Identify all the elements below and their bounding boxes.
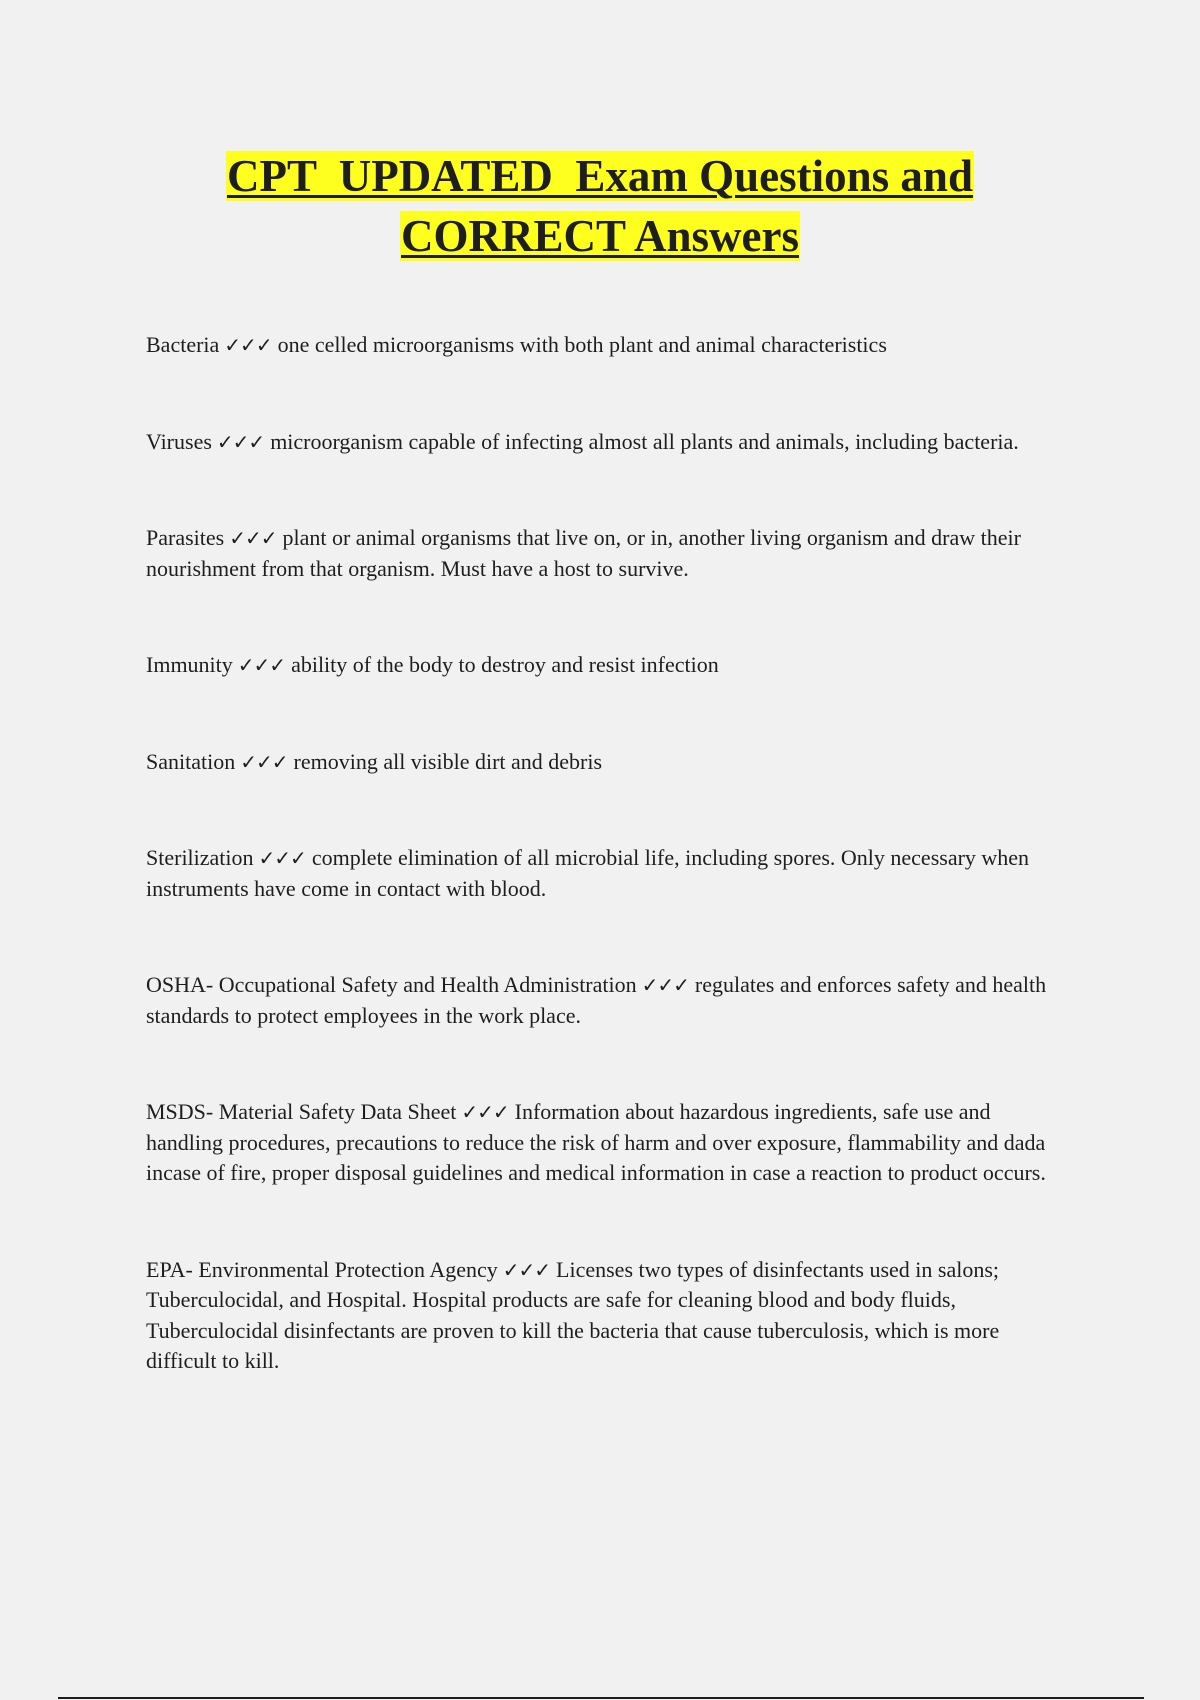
definition: ability of the body to destroy and resist infection	[291, 652, 719, 677]
page-bottom-divider	[58, 1697, 1144, 1699]
check-marks-icon: ✓✓✓	[461, 1100, 509, 1124]
qa-item-viruses	[146, 427, 1061, 458]
check-marks-icon: ✓✓✓	[502, 1257, 551, 1282]
definition: plant or animal organisms that live on, or in, another living organism and draw their nourishment from that organism. Must have a host to survive.	[146, 525, 1021, 581]
term: Viruses	[146, 428, 212, 454]
definition: removing all visible dirt and debris	[293, 748, 603, 774]
check-marks-icon: ✓✓✓	[240, 749, 288, 774]
definition: Information about hazardous ingredients, safe use and handling procedures, precautions to reduce the risk of harm and over exposure, flammability and dada incase of fire, proper disposal guidelines and medical information in case a reaction to product occurs.	[146, 1099, 1046, 1185]
qa-item-sanitation	[146, 747, 1061, 778]
check-marks-icon: ✓✓✓	[237, 653, 286, 677]
qa-item-msds	[146, 1097, 1061, 1189]
qa-item-immunity	[146, 650, 1061, 681]
term: Sterilization	[146, 845, 254, 870]
title-line-1: CPT UPDATED Exam Questions and	[227, 151, 973, 201]
check-marks-icon: ✓✓✓	[258, 846, 306, 870]
definition: one celled microorganisms with both plant and animal characteristics	[277, 332, 887, 357]
definition: regulates and enforces safety and health standards to protect employees in the work place.	[146, 972, 1047, 1028]
qa-item-bacteria	[146, 330, 1061, 361]
definition: complete elimination of all microbial life, including spores. Only necessary when instruments have come in contact with blood.	[146, 845, 1030, 901]
qa-list	[146, 330, 1061, 1443]
term: Immunity	[146, 652, 233, 677]
term: Sanitation	[146, 748, 236, 774]
check-marks-icon: ✓✓✓	[641, 973, 689, 997]
term: OSHA- Occupational Safety and Health Administration	[146, 972, 637, 997]
qa-item-osha	[146, 970, 1061, 1031]
check-marks-icon: ✓✓✓	[216, 429, 265, 454]
term: Bacteria	[146, 332, 220, 357]
qa-item-epa	[146, 1255, 1061, 1377]
qa-item-sterilization	[146, 843, 1061, 904]
check-marks-icon: ✓✓✓	[224, 333, 272, 357]
qa-item-parasites	[146, 523, 1061, 584]
check-marks-icon: ✓✓✓	[229, 526, 277, 550]
title-line-2: CORRECT Answers	[401, 211, 799, 261]
term: EPA- Environmental Protection Agency	[146, 1256, 498, 1282]
term: MSDS- Material Safety Data Sheet	[146, 1099, 457, 1124]
term: Parasites	[146, 525, 225, 550]
page-title	[0, 146, 1200, 266]
definition: microorganism capable of infecting almost all plants and animals, including bacteria.	[270, 428, 1019, 454]
definition: Licenses two types of disinfectants used in salons; Tuberculocidal, and Hospital. Hospital products are safe for cleaning blood and body fluids, Tuberculocidal disinfectants are proven to kill the bacteria that cause tuberculosis, which is more difficult to kill.	[146, 1256, 1000, 1373]
